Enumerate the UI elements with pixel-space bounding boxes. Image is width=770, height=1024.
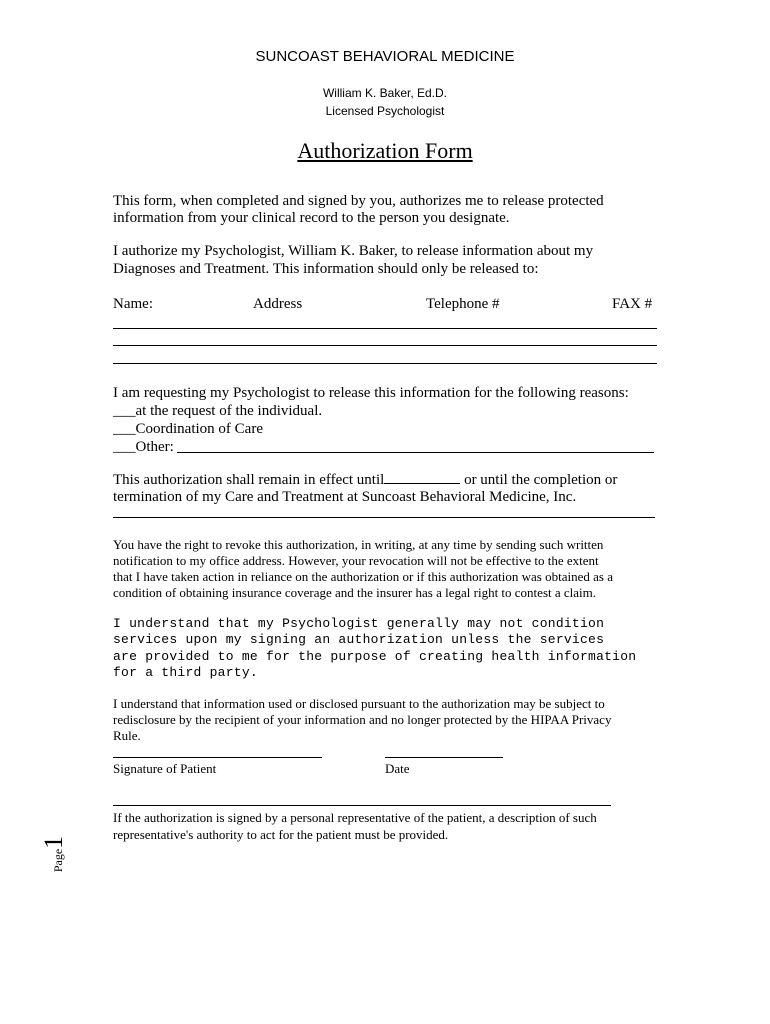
reason-checkbox-blank[interactable]: ___ (113, 421, 136, 437)
provider-title: Licensed Psychologist (325, 104, 445, 118)
expiration-date-blank[interactable] (384, 471, 460, 484)
separator-line (113, 517, 655, 518)
reason-checkbox-blank[interactable]: ___ (113, 439, 136, 455)
reasons-intro: I am requesting my Psychologist to release this information for the following reasons: (113, 385, 629, 401)
date-label: Date (385, 761, 410, 776)
reason-label: Other: (135, 439, 174, 455)
form-title: Authorization Form (297, 138, 473, 163)
authorize-line: I authorize my Psychologist, William K. Baker, to release information about my (113, 243, 594, 259)
recipient-address-label: Address (253, 296, 303, 312)
reason-label: Coordination of Care (135, 421, 263, 437)
page-number-label (40, 833, 84, 883)
recipient-entry-line[interactable] (113, 345, 657, 346)
intro-line: This form, when completed and signed by you, authorizes me to release protected (113, 193, 604, 209)
provider-name: William K. Baker, Ed.D. (322, 86, 448, 100)
page-word: Page (51, 848, 66, 873)
representative-description-line[interactable] (113, 805, 611, 806)
representative-note-line: If the authorization is signed by a personal representative of the patient, a description of such (113, 810, 597, 825)
recipient-name-label: Name: (113, 296, 153, 312)
revocation-line: You have the right to revoke this authorization, in writing, at any time by sending such written (113, 537, 604, 552)
organization-name: SUNCOAST BEHAVIORAL MEDICINE (255, 48, 515, 65)
recipient-fax-label: FAX # (612, 296, 653, 312)
conditioning-line: are provided to me for the purpose of creating health information (113, 649, 637, 664)
redisclosure-line: Rule. (113, 728, 141, 743)
revocation-line: that I have taken action in reliance on the authorization or if this authorization was obtained as a (113, 569, 613, 584)
conditioning-line: services upon my signing an authorization unless the services (113, 632, 605, 647)
conditioning-line: I understand that my Psychologist generally may not condition (113, 616, 605, 631)
revocation-line: notification to my office address. However, your revocation will not be effective to the extent (113, 553, 599, 568)
revocation-line: condition of obtaining insurance coverage and the insurer has a legal right to contest a claim. (113, 585, 597, 600)
other-reason-line[interactable] (177, 452, 654, 453)
duration-line: termination of my Care and Treatment at Suncoast Behavioral Medicine, Inc. (113, 489, 577, 505)
reason-option-coordination[interactable] (113, 421, 263, 438)
duration-line: This authorization shall remain in effect until or until the completion or (113, 472, 618, 488)
redisclosure-line: I understand that information used or disclosed pursuant to the authorization may be subject to (113, 696, 605, 711)
intro-line: information from your clinical record to the person you designate. (113, 210, 510, 226)
conditioning-line: for a third party. (113, 665, 258, 680)
recipient-entry-line[interactable] (113, 328, 657, 329)
patient-signature-line[interactable] (113, 757, 322, 758)
recipient-telephone-label: Telephone # (426, 296, 500, 312)
reason-label: at the request of the individual. (135, 403, 323, 419)
signature-date-line[interactable] (385, 757, 503, 758)
reason-option-other[interactable] (113, 439, 174, 456)
recipient-entry-line[interactable] (113, 363, 657, 364)
representative-note-line: representative's authority to act for the patient must be provided. (113, 827, 449, 842)
authorize-line: Diagnoses and Treatment. This information should only be released to: (113, 261, 539, 277)
page-number: 1 (39, 835, 69, 849)
redisclosure-line: redisclosure by the recipient of your information and no longer protected by the HIPAA Privacy (113, 712, 612, 727)
reason-option-individual[interactable] (113, 403, 322, 420)
reason-checkbox-blank[interactable]: ___ (113, 403, 136, 419)
signature-label: Signature of Patient (113, 761, 217, 776)
